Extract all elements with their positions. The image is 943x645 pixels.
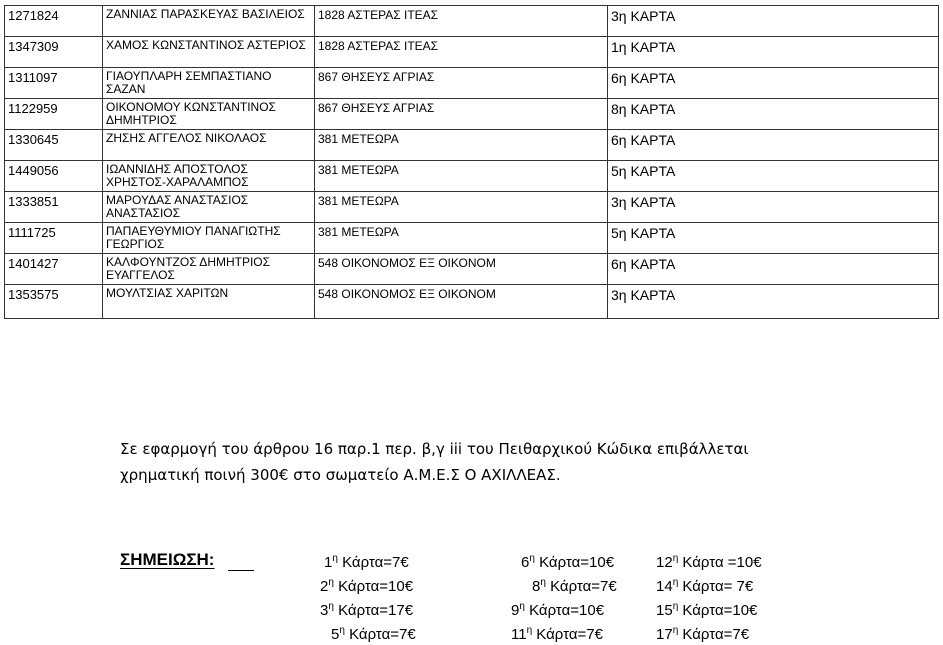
club-name: 548 ΟΙΚΟΝΟΜΟΣ ΕΞ ΟΙΚΟΝΟΜ (315, 285, 608, 319)
player-id: 1271824 (5, 6, 103, 37)
table-row (5, 6, 939, 37)
card-count: 3η ΚΑΡΤΑ (608, 192, 939, 223)
table-row (5, 68, 939, 99)
penalty-notice-line: χρηματική ποινή 300€ στο σωματείο Α.Μ.Ε.Σ Ο ΑΧΙΛΛΕΑΣ. (120, 466, 561, 484)
card-count: 6η ΚΑΡΤΑ (608, 130, 939, 161)
fine-item: $9^\eta$ Κάρτα=10€ (511, 601, 605, 619)
player-name: ΖΑΝΝΙΑΣ ΠΑΡΑΣΚΕΥΑΣ ΒΑΣΙΛΕΙΟΣ (103, 6, 315, 37)
table-row (5, 99, 939, 130)
club-name: 548 ΟΙΚΟΝΟΜΟΣ ΕΞ ΟΙΚΟΝΟΜ (315, 254, 608, 285)
table-row (5, 254, 939, 285)
player-name: ΚΑΛΦΟΥΝΤΖΟΣ ΔΗΜΗΤΡΙΟΣ ΕΥΑΓΓΕΛΟΣ (103, 254, 315, 285)
note-underline (228, 570, 254, 571)
club-name: 1828 ΑΣΤΕΡΑΣ ΙΤΕΑΣ (315, 37, 608, 68)
club-name: 867 ΘΗΣΕΥΣ ΑΓΡΙΑΣ (315, 99, 608, 130)
fine-item: $6^\eta$ Κάρτα=10€ (521, 553, 615, 571)
player-name: ΙΩΑΝΝΙΔΗΣ ΑΠΟΣΤΟΛΟΣ ΧΡΗΣΤΟΣ-ΧΑΡΑΛΑΜΠΟΣ (103, 161, 315, 192)
disciplinary-table (4, 5, 939, 319)
penalty-notice (120, 436, 820, 488)
player-name: ΜΟΥΛΤΣΙΑΣ ΧΑΡΙΤΩΝ (103, 285, 315, 319)
fine-item: $15^\eta$ Κάρτα=10€ (656, 601, 758, 619)
note-label: ΣΗΜΕΙΩΣΗ: (120, 550, 215, 569)
fine-item: $1^\eta$ Κάρτα=7€ (324, 553, 409, 571)
player-name: ΠΑΠΑΕΥΘΥΜΙΟΥ ΠΑΝΑΓΙΩΤΗΣ ΓΕΩΡΓΙΟΣ (103, 223, 315, 254)
player-id: 1353575 (5, 285, 103, 319)
player-id: 1330645 (5, 130, 103, 161)
player-name: ΓΙΑΟΥΠΛΑΡΗ ΣΕΜΠΑΣΤΙΑΝΟ ΣΑΖΑΝ (103, 68, 315, 99)
table-row (5, 161, 939, 192)
player-id: 1333851 (5, 192, 103, 223)
fine-item: $8^\eta$ Κάρτα=7€ (532, 577, 617, 595)
fine-item: $12^\eta$ Κάρτα =10€ (656, 553, 762, 571)
player-id: 1449056 (5, 161, 103, 192)
player-name: ΧΑΜΟΣ ΚΩΝΣΤΑΝΤΙΝΟΣ ΑΣΤΕΡΙΟΣ (103, 37, 315, 68)
fine-item: $11^\eta$ Κάρτα=7€ (511, 625, 603, 643)
fine-item: $17^\eta$ Κάρτα=7€ (656, 625, 750, 643)
fine-item: $3^\eta$ Κάρτα=17€ (320, 601, 414, 619)
fine-item: $5^\eta$ Κάρτα=7€ (331, 625, 416, 643)
card-count: 3η ΚΑΡΤΑ (608, 285, 939, 319)
card-count: 6η ΚΑΡΤΑ (608, 68, 939, 99)
card-count: 1η ΚΑΡΤΑ (608, 37, 939, 68)
card-count: 5η ΚΑΡΤΑ (608, 161, 939, 192)
card-count: 6η ΚΑΡΤΑ (608, 254, 939, 285)
club-name: 381 ΜΕΤΕΩΡΑ (315, 130, 608, 161)
card-count: 3η ΚΑΡΤΑ (608, 6, 939, 37)
club-name: 381 ΜΕΤΕΩΡΑ (315, 223, 608, 254)
player-id: 1347309 (5, 37, 103, 68)
table-row (5, 223, 939, 254)
card-count: 8η ΚΑΡΤΑ (608, 99, 939, 130)
table-row (5, 37, 939, 68)
card-count: 5η ΚΑΡΤΑ (608, 223, 939, 254)
player-id: 1401427 (5, 254, 103, 285)
fine-item: $2^\eta$ Κάρτα=10€ (320, 577, 414, 595)
club-name: 1828 ΑΣΤΕΡΑΣ ΙΤΕΑΣ (315, 6, 608, 37)
penalty-notice-line: Σε εφαρμογή του άρθρου 16 παρ.1 περ. β,γ iii του Πειθαρχικού Κώδικα επιβάλλεται (120, 440, 749, 458)
table-row (5, 285, 939, 319)
club-name: 381 ΜΕΤΕΩΡΑ (315, 192, 608, 223)
player-id: 1111725 (5, 223, 103, 254)
player-name: ΖΗΣΗΣ ΑΓΓΕΛΟΣ ΝΙΚΟΛΑΟΣ (103, 130, 315, 161)
player-name: ΟΙΚΟΝΟΜΟΥ ΚΩΝΣΤΑΝΤΙΝΟΣ ΔΗΜΗΤΡΙΟΣ (103, 99, 315, 130)
club-name: 381 ΜΕΤΕΩΡΑ (315, 161, 608, 192)
club-name: 867 ΘΗΣΕΥΣ ΑΓΡΙΑΣ (315, 68, 608, 99)
player-id: 1122959 (5, 99, 103, 130)
table-row (5, 130, 939, 161)
fine-item: $14^\eta$ Κάρτα= 7€ (656, 577, 754, 595)
table-row (5, 192, 939, 223)
player-id: 1311097 (5, 68, 103, 99)
player-name: ΜΑΡΟΥΔΑΣ ΑΝΑΣΤΑΣΙΟΣ ΑΝΑΣΤΑΣΙΟΣ (103, 192, 315, 223)
